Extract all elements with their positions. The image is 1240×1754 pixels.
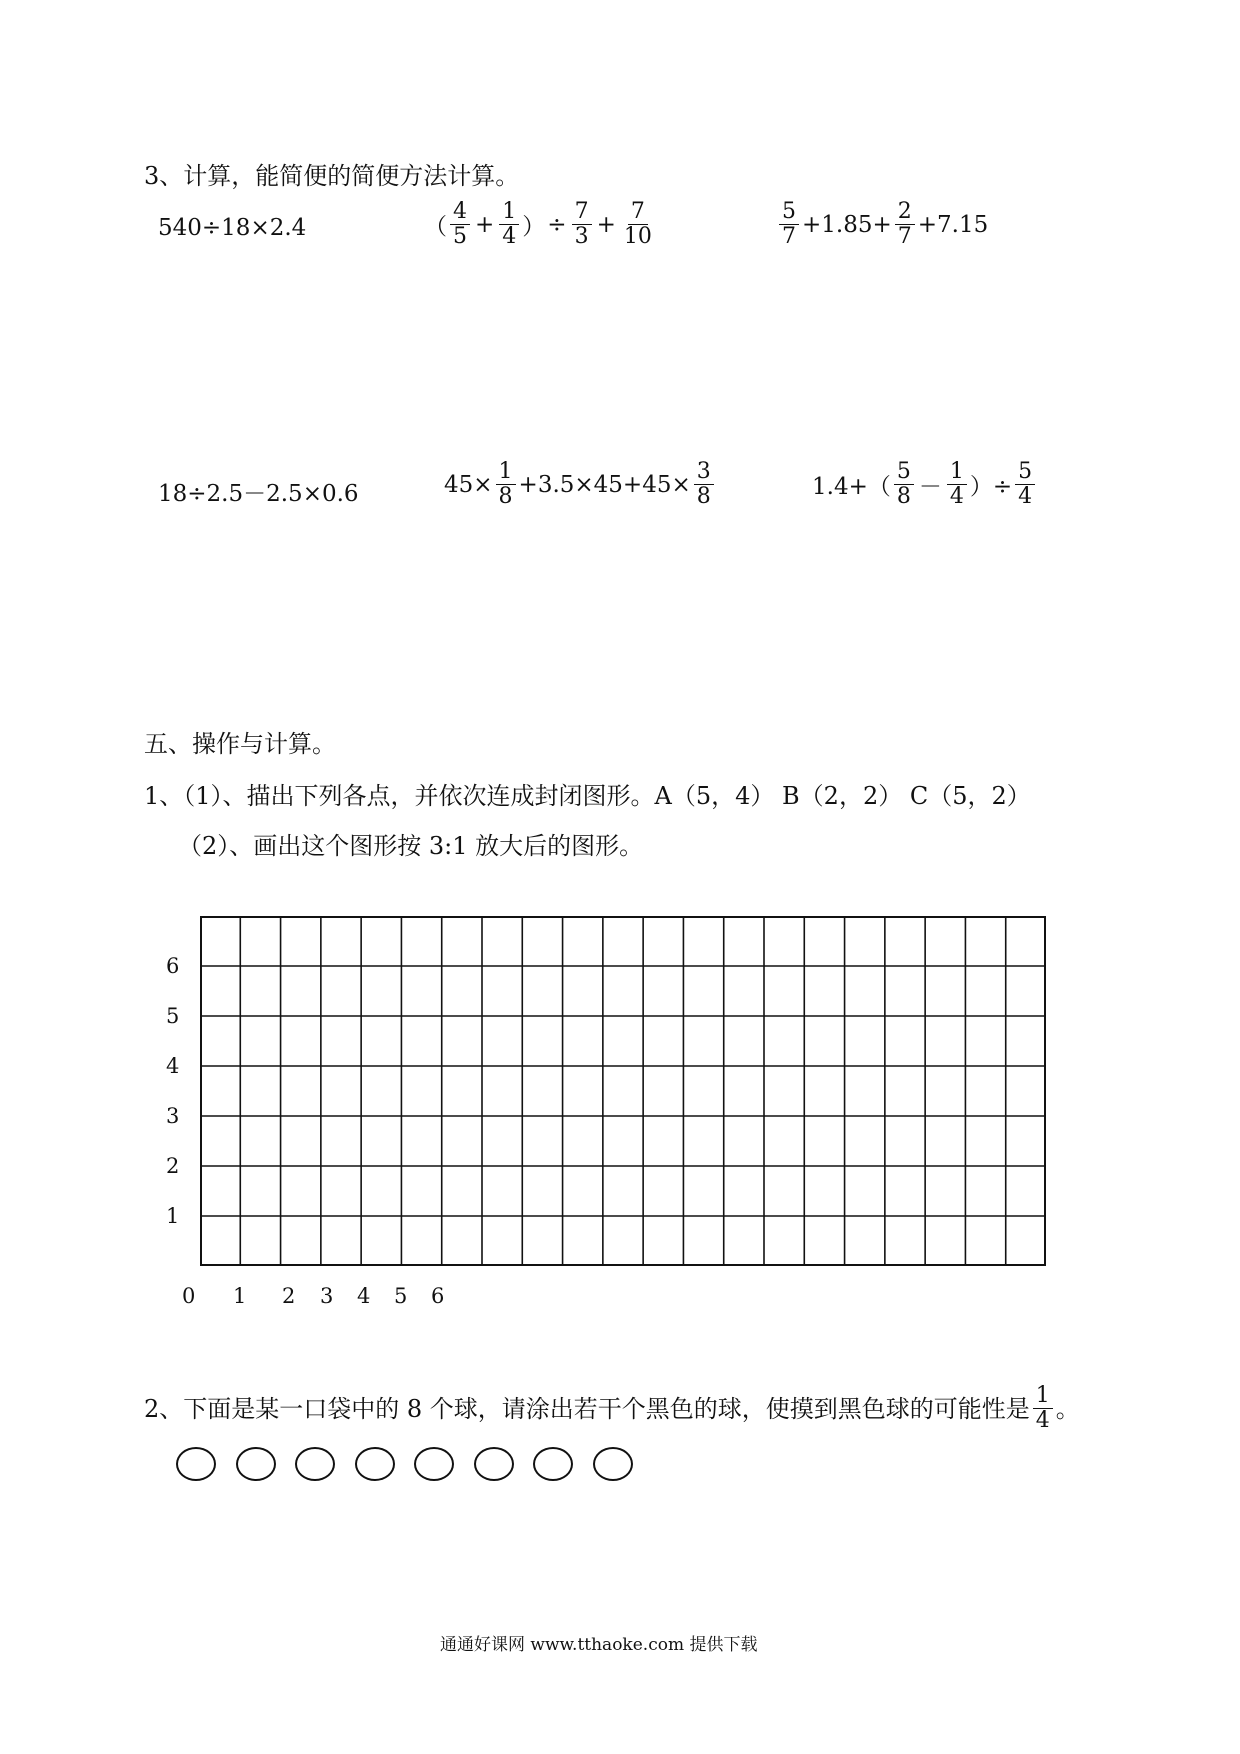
expression-text: ）÷ [969,474,1013,500]
paren-close: ） [522,214,546,240]
expression-text: 45× [444,471,493,498]
expression-text: 540÷18×2.4 [158,215,307,241]
x-axis-label: 1 [233,1284,247,1308]
ball[interactable] [474,1447,514,1481]
coordinate-grid[interactable] [200,916,1046,1266]
operator: － [918,474,942,500]
fraction: $\frac{1}{4}$ [499,200,519,249]
ball[interactable] [176,1447,216,1481]
y-axis-label: 6 [166,954,180,978]
x-axis-label: 5 [394,1284,408,1308]
fraction: $\frac{5}{4}$ [1015,460,1035,509]
ball[interactable] [355,1447,395,1481]
fraction: $\frac{1}{8}$ [496,460,516,509]
fraction: $\frac{7}{10}$ [623,199,652,249]
y-axis-label: 5 [166,1004,180,1028]
section-5-title: 五、操作与计算。 [144,730,336,758]
expression-text: +7.15 [917,211,989,238]
question-1-line-2: （2）、画出这个图形按 3:1 放大后的图形。 [178,832,644,860]
ball[interactable] [295,1447,335,1481]
fraction: $\frac{1}{4}$ [947,460,967,509]
expression-3 [776,200,988,249]
expression-text: +1.85+ [802,211,892,238]
y-axis-label: 4 [166,1054,180,1078]
ball[interactable] [533,1447,573,1481]
operator: + [596,211,616,238]
ball[interactable] [236,1447,276,1481]
y-axis-label: 1 [166,1204,180,1228]
expression-5 [444,460,717,509]
expression-1 [158,215,306,241]
y-axis-label: 3 [166,1104,180,1128]
operator: ÷ [547,211,567,238]
x-axis-label: 6 [431,1284,445,1308]
ball[interactable] [593,1447,633,1481]
operator: + [475,211,495,238]
fraction: $\frac{5}{8}$ [894,460,914,509]
x-axis-label: 4 [357,1284,371,1308]
grid-border [201,917,1045,1265]
question-2-text: 2、下面是某一口袋中的 8 个球，请涂出若干个黑色的球，使摸到黑色球的可能性是 [144,1394,1030,1423]
expression-text: 1.4+（ [812,474,891,500]
y-axis-label: 2 [166,1154,180,1178]
expression-text: +3.5×45+45× [518,471,691,498]
question-1-line-1: 1、（1）、描出下列各点，并依次连成封闭图形。A（5，4） B（2，2） C（5，2） [144,782,1031,810]
period: 。 [1055,1394,1080,1423]
footer-credit: 通通好课网 www.tthaoke.com 提供下载 [440,1635,758,1655]
expression-4 [158,475,359,508]
fraction: $\frac{7}{3}$ [572,200,592,249]
x-axis-label: 2 [282,1284,296,1308]
expression-2 [424,200,658,249]
x-axis-label: 3 [320,1284,334,1308]
question-2 [144,1384,1080,1433]
question-3-title: 3、计算，能简便的简便方法计算。 [144,162,520,190]
expression-6 [812,460,1038,509]
ball[interactable] [414,1447,454,1481]
paren-open: （ [424,214,447,240]
fraction: $\frac{3}{8}$ [694,460,714,509]
x-axis-label: 0 [182,1284,196,1308]
fraction: $\frac{1}{4}$ [1033,1384,1053,1433]
fraction: $\frac{2}{7}$ [895,200,915,249]
expression-text: 18÷2.5－2.5×0.6 [158,481,359,507]
fraction: $\frac{4}{5}$ [450,200,470,249]
fraction: $\frac{5}{7}$ [779,200,799,249]
